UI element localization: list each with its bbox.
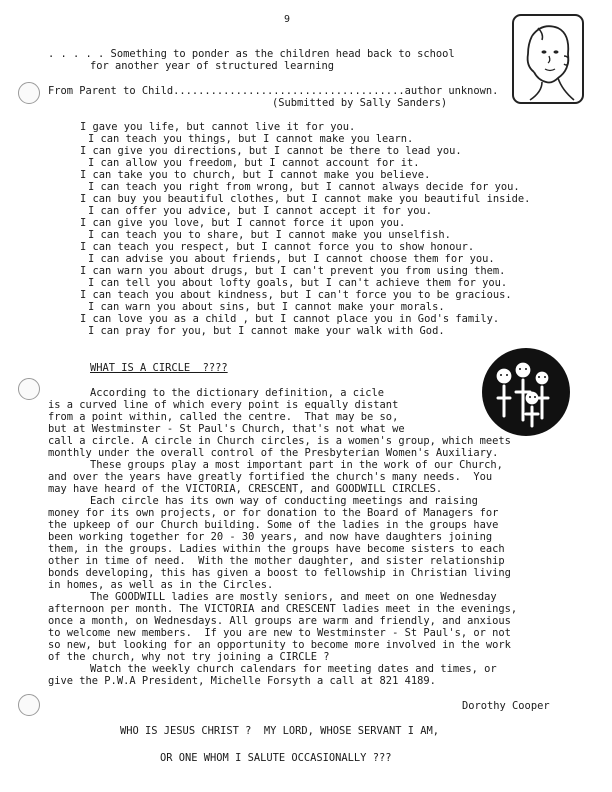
article-line: but at Westminster - St Paul's Church, that's not what we xyxy=(48,423,405,435)
poem-line: I gave you life, but cannot live it for you. xyxy=(80,121,356,133)
poem-line: I can buy you beautiful clothes, but I cannot make you beautiful inside. xyxy=(80,193,531,205)
poem-line: I can give you directions, but I cannot be there to lead you. xyxy=(80,145,462,157)
closing-line: OR ONE WHOM I SALUTE OCCASIONALLY ??? xyxy=(160,752,392,764)
article-line: The GOODWILL ladies are mostly seniors, and meet on one Wednesday xyxy=(90,591,497,603)
poem-line: I can teach you about kindness, but I can't force you to be gracious. xyxy=(80,289,512,301)
article-heading: WHAT IS A CIRCLE ???? xyxy=(90,362,228,374)
article-line: once a month, on Wednesdays. All groups are warm and friendly, and anxious xyxy=(48,615,511,627)
circle-of-people-illustration xyxy=(480,346,572,438)
poem-line: I can warn you about sins, but I cannot make your morals. xyxy=(88,301,445,313)
article-signature: Dorothy Cooper xyxy=(462,700,550,712)
article-line: them, in the groups. Ladies within the groups have become sisters to each xyxy=(48,543,505,555)
article-line: Watch the weekly church calendars for meeting dates and times, or xyxy=(90,663,497,675)
intro-line: for another year of structured learning xyxy=(90,60,334,72)
article-line: to welcome new members. If you are new to Westminster - St Paul's, or not xyxy=(48,627,511,639)
article-line: may have heard of the VICTORIA, CRESCENT, and GOODWILL CIRCLES. xyxy=(48,483,443,495)
poem-line: I can warn you about drugs, but I can't prevent you from using them. xyxy=(80,265,506,277)
article-line: These groups play a most important part in the work of our Church, xyxy=(90,459,503,471)
poem-line: I can teach you things, but I cannot make you learn. xyxy=(88,133,414,145)
child-face-illustration xyxy=(512,14,584,104)
article-line: so new, but looking for an opportunity to become more involved in the work xyxy=(48,639,511,651)
article-line: been working together for 20 - 30 years, and now have daughters joining xyxy=(48,531,493,543)
article-line: Each circle has its own way of conducting meetings and raising xyxy=(90,495,478,507)
binder-hole-icon xyxy=(18,82,40,104)
article-line: the upkeep of our Church building. Some of the ladies in the groups have xyxy=(48,519,499,531)
article-line: from a point within, called the centre. That may be so, xyxy=(48,411,399,423)
poem-title: From Parent to Child.....................................author unknown. xyxy=(48,85,499,97)
article-line: money for its own projects, or for donation to the Board of Managers for xyxy=(48,507,499,519)
intro-line: . . . . . Something to ponder as the children head back to school xyxy=(48,48,455,60)
poem-line: I can offer you advice, but I cannot accept it for you. xyxy=(88,205,433,217)
closing-line: WHO IS JESUS CHRIST ? MY LORD, WHOSE SERVANT I AM, xyxy=(120,725,440,737)
poem-line: I can teach you respect, but I cannot force you to show honour. xyxy=(80,241,475,253)
poem-line: I can allow you freedom, but I cannot account for it. xyxy=(88,157,420,169)
poem-line: I can tell you about lofty goals, but I can't achieve them for you. xyxy=(88,277,508,289)
poem-line: I can take you to church, but I cannot make you believe. xyxy=(80,169,431,181)
article-line: monthly under the overall control of the Presbyterian Women's Auxiliary. xyxy=(48,447,499,459)
article-line: other in time of need. With the mother daughter, and sister relationship xyxy=(48,555,505,567)
poem-line: I can teach you right from wrong, but I cannot always decide for you. xyxy=(88,181,520,193)
poem-line: I can teach you to share, but I cannot make you unselfish. xyxy=(88,229,451,241)
poem-line: I can love you as a child , but I cannot place you in God's family. xyxy=(80,313,500,325)
article-line: bonds developing, this has given a boost to fellowship in Christian living xyxy=(48,567,511,579)
binder-hole-icon xyxy=(18,378,40,400)
article-line: afternoon per month. The VICTORIA and CRESCENT ladies meet in the evenings, xyxy=(48,603,518,615)
poem-line: I can give you love, but I cannot force it upon you. xyxy=(80,217,406,229)
article-line: and over the years have greatly fortified the church's many needs. You xyxy=(48,471,493,483)
article-line: is a curved line of which every point is equally distant xyxy=(48,399,399,411)
article-line: give the P.W.A President, Michelle Forsyth a call at 821 4189. xyxy=(48,675,436,687)
article-line: of the church, why not try joining a CIRCLE ? xyxy=(48,651,330,663)
article-line: call a circle. A circle in Church circles, is a women's group, which meets xyxy=(48,435,511,447)
poem-submitted: (Submitted by Sally Sanders) xyxy=(272,97,448,109)
binder-hole-icon xyxy=(18,694,40,716)
poem-line: I can pray for you, but I cannot make your walk with God. xyxy=(88,325,445,337)
page-number: 9 xyxy=(284,14,291,25)
article-line: in homes, as well as in the Circles. xyxy=(48,579,274,591)
poem-line: I can advise you about friends, but I cannot choose them for you. xyxy=(88,253,495,265)
article-line: According to the dictionary definition, a cicle xyxy=(90,387,385,399)
